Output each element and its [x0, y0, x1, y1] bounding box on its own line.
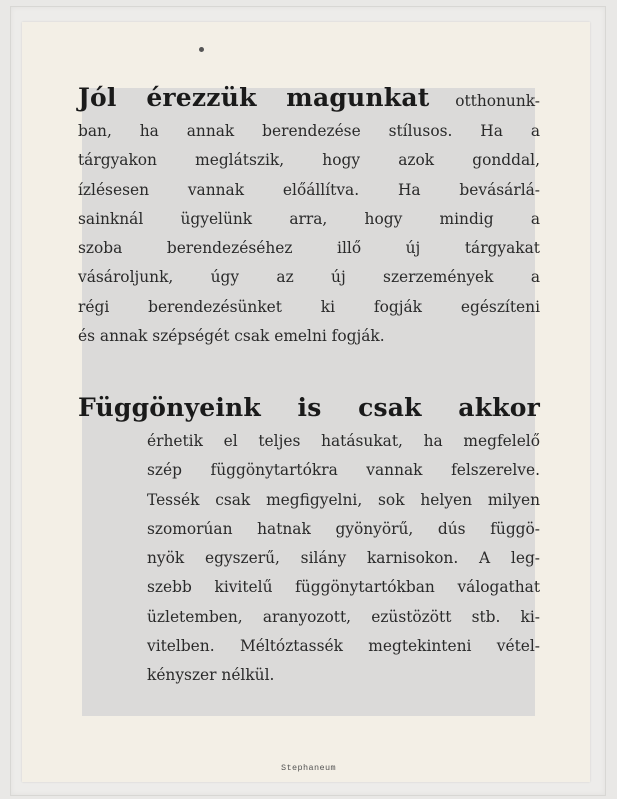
paragraph-2-line: szomorúan hatnak gyönyörű, dús függö- — [147, 519, 540, 538]
paragraph-1-line: és annak szépségét csak emelni fogják. — [78, 327, 385, 346]
paragraph-2-line: érhetik el teljes hatásukat, ha megfelelő — [147, 432, 540, 450]
paragraph-2-line: nyök egyszerű, silány karnisokon. A leg- — [147, 549, 540, 568]
paragraph-2-line: szép függönytartókra vannak felszerelve. — [147, 461, 540, 480]
paragraph-1-line: vásároljunk, úgy az új szerzemények a — [78, 268, 540, 287]
paragraph-1 — [78, 82, 540, 351]
paragraph-2-line: kényszer nélkül. — [147, 666, 275, 685]
ink-dot — [199, 47, 204, 52]
paragraph-1-line: ízlésesen vannak előállítva. Ha bevásárlá- — [78, 180, 540, 199]
paragraph-1-line: sainknál ügyelünk arra, hogy mindig a — [78, 209, 540, 228]
paragraph-1-line: régi berendezésünket ki fogják egészíteni — [78, 297, 540, 316]
paragraph-2 — [78, 392, 540, 691]
paragraph-2-line: szebb kivitelű függönytartókban válogathat — [147, 578, 540, 597]
paragraph-1-first-line — [78, 82, 540, 117]
paragraph-2-heading-line — [78, 392, 540, 427]
paragraph-2-heading: Függönyeink is csak akkor — [78, 393, 540, 422]
paragraph-2-line: vitelben. Méltóztassék megtekinteni vétel- — [147, 637, 540, 656]
paragraph-1-line: tárgyakon meglátszik, hogy azok gonddal, — [78, 151, 540, 170]
paragraph-1-line: szoba berendezéséhez illő új tárgyakat — [78, 239, 540, 258]
printer-imprint: Stephaneum — [280, 763, 336, 773]
paragraph-1-line: otthonunk- — [455, 92, 540, 110]
paragraph-1-heading: Jól érezzük magunkat — [78, 83, 430, 112]
paragraph-2-line: üzletemben, aranyozott, ezüstözött stb. ki- — [147, 607, 540, 626]
paragraph-1-line: ban, ha annak berendezése stílusos. Ha a — [78, 122, 540, 140]
paragraph-2-line: Tessék csak megfigyelni, sok helyen milyen — [147, 490, 540, 509]
